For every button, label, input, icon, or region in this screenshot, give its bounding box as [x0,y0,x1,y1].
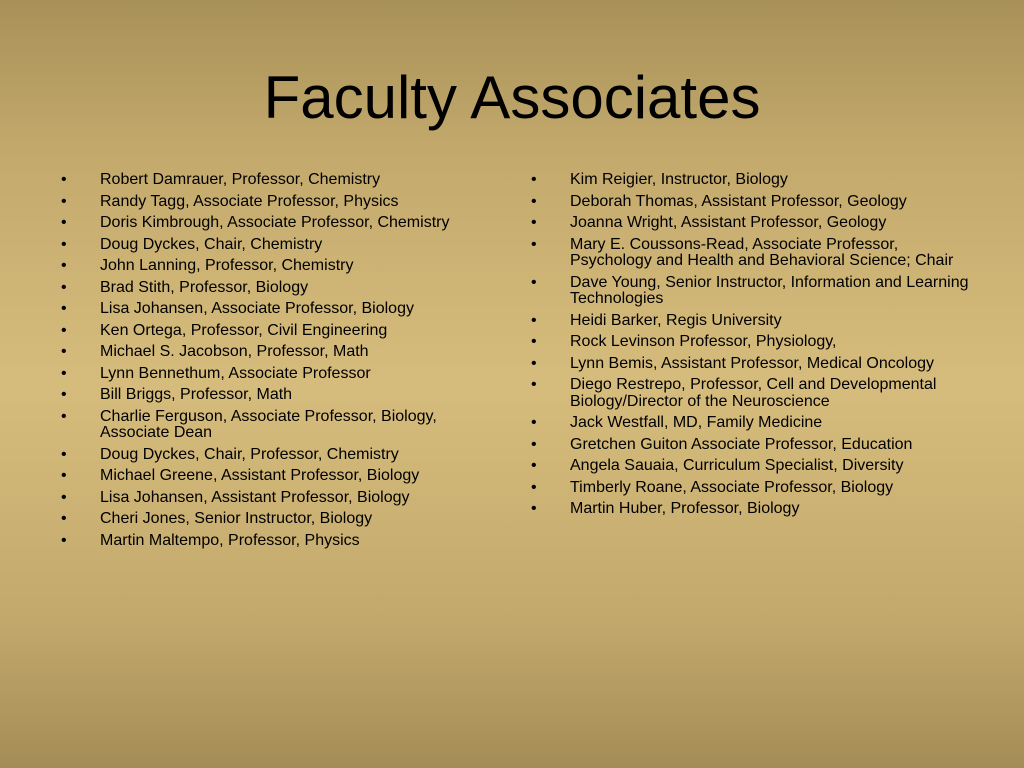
faculty-entry-text: Mary E. Coussons-Read, Associate Professor, Psychology and Health and Behavioral Science; Chair [570,235,954,269]
bullet-icon: • [531,478,537,496]
bullet-icon: • [61,488,67,506]
faculty-list-item [531,356,971,373]
faculty-list-item [531,172,971,189]
bullet-icon: • [61,510,67,527]
faculty-entry-text: Bill Briggs, Professor, Math [100,386,293,403]
faculty-list-item [61,468,481,485]
faculty-list-item [531,501,971,518]
bullet-icon: • [61,407,67,425]
faculty-list-item [61,301,481,318]
faculty-list-item [61,172,481,189]
bullet-icon: • [61,321,67,339]
faculty-entry-text: Doris Kimbrough, Associate Professor, Chemistry [100,214,450,231]
faculty-list-item [61,258,481,275]
faculty-entry-text: Doug Dyckes, Chair, Professor, Chemistry [100,445,399,463]
faculty-entry-text: Jack Westfall, MD, Family Medicine [570,414,823,431]
faculty-entry-text: Lisa Johansen, Assistant Professor, Biology [100,488,410,506]
bullet-icon: • [61,235,67,253]
faculty-entry-text: Heidi Barker, Regis University [570,311,782,329]
faculty-entry-text: Cheri Jones, Senior Instructor, Biology [100,510,373,527]
faculty-list-item [61,533,481,550]
bullet-icon: • [531,354,537,372]
faculty-list-item [531,377,971,410]
bullet-icon: • [531,333,537,350]
faculty-list-item [61,490,481,507]
faculty-list-item [61,237,481,254]
faculty-list-item [61,194,481,211]
bullet-icon: • [61,278,67,296]
faculty-entry-text: Robert Damrauer, Professor, Chemistry [100,171,381,188]
faculty-list-item [61,387,481,404]
faculty-list-item [61,344,481,361]
faculty-entry-text: Michael Greene, Assistant Professor, Biology [100,467,420,484]
bullet-icon: • [61,364,67,382]
bullet-icon: • [61,531,67,549]
faculty-list-item [531,437,971,454]
faculty-entry-text: Doug Dyckes, Chair, Chemistry [100,235,323,253]
faculty-list-item [61,323,481,340]
faculty-entry-text: Martin Maltempo, Professor, Physics [100,531,360,549]
bullet-icon: • [61,467,67,484]
faculty-entry-text: Randy Tagg, Associate Professor, Physics [100,192,399,210]
faculty-entry-text: John Lanning, Professor, Chemistry [100,257,354,274]
faculty-list-item [531,215,971,232]
faculty-entry-text: Joanna Wright, Assistant Professor, Geology [570,214,887,231]
faculty-entry-text: Lynn Bemis, Assistant Professor, Medical Oncology [570,354,935,372]
faculty-list-item [531,313,971,330]
faculty-entry-text: Dave Young, Senior Instructor, Information and Learning Technologies [570,273,969,307]
bullet-icon: • [531,214,537,231]
faculty-list-item [531,480,971,497]
bullet-icon: • [531,311,537,329]
faculty-entry-text: Martin Huber, Professor, Biology [570,500,800,517]
faculty-entry-text: Michael S. Jacobson, Professor, Math [100,343,369,360]
bullet-icon: • [531,192,537,210]
bullet-icon: • [531,414,537,431]
faculty-entry-text: Deborah Thomas, Assistant Professor, Geology [570,192,907,210]
bullet-icon: • [531,273,537,291]
faculty-entry-text: Diego Restrepo, Professor, Cell and Developmental Biology/Director of the Neuroscience [570,376,937,410]
faculty-entry-text: Lynn Bennethum, Associate Professor [100,364,371,382]
bullet-icon: • [531,435,537,453]
slide-title: Faculty Associates [263,64,761,131]
faculty-list-item [531,415,971,432]
bullet-icon: • [61,386,67,403]
faculty-list-item [61,215,481,232]
bullet-icon: • [61,171,67,188]
faculty-entry-text: Kim Reigier, Instructor, Biology [570,171,788,188]
faculty-list-item [61,280,481,297]
right-faculty-list [531,172,971,523]
bullet-icon: • [531,457,537,474]
left-faculty-list [61,172,481,554]
bullet-icon: • [61,343,67,360]
faculty-list-item [61,366,481,383]
faculty-entry-text: Charlie Ferguson, Associate Professor, Biology, Associate Dean [100,407,437,441]
faculty-list-item [61,511,481,528]
faculty-entry-text: Ken Ortega, Professor, Civil Engineering [100,321,388,339]
faculty-list-item [61,447,481,464]
bullet-icon: • [61,300,67,317]
bullet-icon: • [61,257,67,274]
bullet-icon: • [531,500,537,517]
faculty-entry-text: Rock Levinson Professor, Physiology, [570,333,837,350]
faculty-list-item [531,275,971,308]
faculty-list-item [61,409,481,442]
faculty-entry-text: Lisa Johansen, Associate Professor, Biology [100,300,414,317]
bullet-icon: • [531,376,537,393]
faculty-list-item [531,334,971,351]
bullet-icon: • [61,192,67,210]
faculty-entry-text: Angela Sauaia, Curriculum Specialist, Diversity [570,457,904,474]
faculty-entry-text: Timberly Roane, Associate Professor, Biology [570,478,894,496]
bullet-icon: • [531,171,537,188]
bullet-icon: • [61,445,67,463]
faculty-list-item [531,458,971,475]
bullet-icon: • [61,214,67,231]
faculty-list-item [531,194,971,211]
faculty-entry-text: Gretchen Guiton Associate Professor, Education [570,435,913,453]
faculty-list-item [531,237,971,270]
faculty-entry-text: Brad Stith, Professor, Biology [100,278,309,296]
bullet-icon: • [531,235,537,253]
